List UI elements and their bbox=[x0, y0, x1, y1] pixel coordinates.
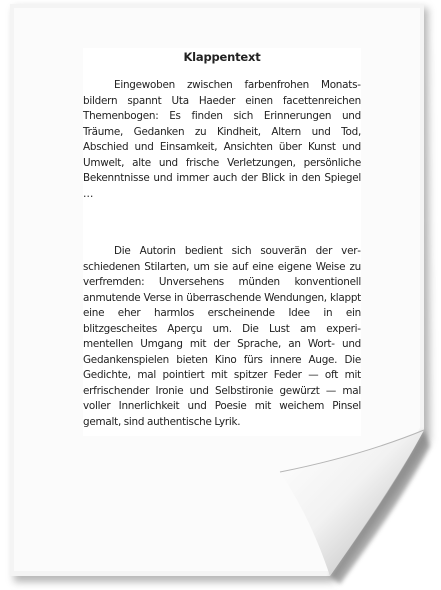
paragraph-2: Die Autorin bedient sich souverän der verschiedenen Stilarten, um sie auf eine eigene Weise zu verfremden: Unversehens münden konventionell anmutende Verse in überraschende Wendungen, klappt eine eher harmlos erscheinende Idee in ein blitzgescheites Aperçu um. Die Lust am experimentellen Umgang mit der Sprache, an Wort- und Gedankenspielen bieten Kino fürs innere Auge. Die Gedichte, mal pointiert mit spitzer Feder — oft mit erfrischender Ironie und Selbstironie gewürzt — mal voller Innerlichkeit und Poesie mit weichem Pinsel gemalt, sind authentische Lyrik. bbox=[83, 245, 361, 428]
blurb-text-block bbox=[83, 48, 361, 436]
paragraph-1: Eingewoben zwischen farbenfrohen Monatsbildern spannt Uta Haeder einen facettenreichen Themenbogen: Es finden sich Erinnerungen und Träume, Gedanken zu Kindheit, Altern und Tod, Abschied und Einsamkeit, Ansichten über Kunst und Umwelt, alte und frische Verletzungen, persönliche Bekenntnisse und immer auch der Blick in den Spiegel … bbox=[83, 79, 361, 200]
document-title: Klappentext bbox=[183, 50, 261, 64]
